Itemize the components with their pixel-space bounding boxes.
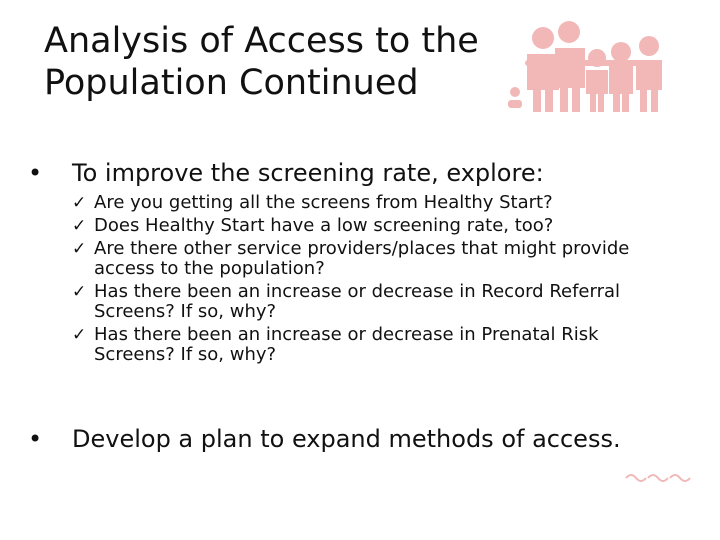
squiggle-decoration-icon [624, 470, 694, 490]
slide-title [44, 20, 504, 104]
title-line-2: Population Continued [44, 63, 419, 103]
check-item-text: Has there been an increase or decrease in Prenatal Risk Screens? If so, why? [94, 324, 599, 365]
bullet-explore-text: To improve the screening rate, explore: [72, 159, 544, 187]
check-item [72, 282, 672, 322]
check-item [72, 239, 672, 279]
bullet-dot: • [28, 425, 43, 453]
title-line-1: Analysis of Access to the [44, 21, 479, 61]
check-item [72, 216, 672, 236]
check-item [72, 193, 672, 213]
check-item-text: Does Healthy Start have a low screening rate, too? [94, 215, 554, 236]
check-item-text: Has there been an increase or decrease in Record Referral Screens? If so, why? [94, 281, 621, 322]
check-icon: ✓ [72, 282, 87, 302]
family-people-icon [505, 20, 670, 115]
check-icon: ✓ [72, 239, 87, 259]
bullet-explore [26, 158, 544, 188]
bullet-dot: • [28, 159, 43, 187]
check-icon: ✓ [72, 216, 87, 236]
check-icon: ✓ [72, 325, 87, 345]
bullet-plan [26, 424, 621, 454]
bullet-plan-text: Develop a plan to expand methods of access. [72, 425, 621, 453]
check-item-text: Are there other service providers/places that might provide access to the population? [94, 238, 630, 279]
check-item [72, 325, 672, 365]
checklist [72, 193, 672, 368]
check-icon: ✓ [72, 193, 87, 213]
check-item-text: Are you getting all the screens from Healthy Start? [94, 192, 553, 213]
